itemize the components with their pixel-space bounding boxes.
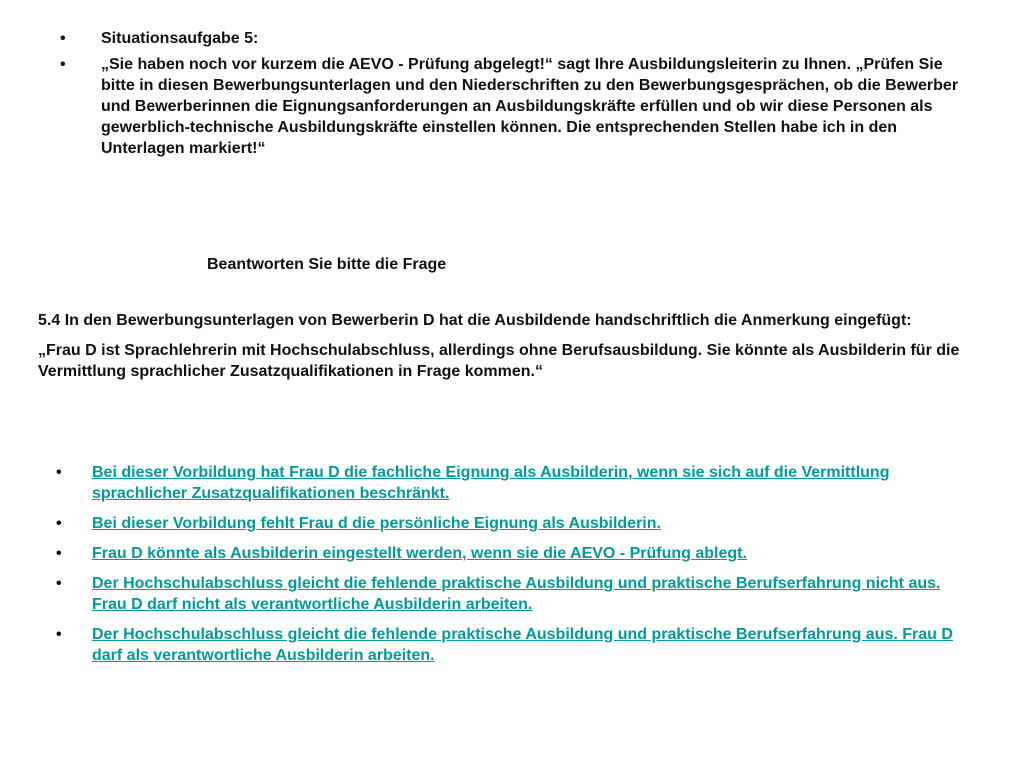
- bullet-icon: •: [60, 30, 66, 47]
- intro-list: [60, 28, 960, 164]
- prompt-heading: Beantworten Sie bitte die Frage: [207, 256, 447, 273]
- bullet-icon: •: [56, 545, 62, 562]
- answer-option-2[interactable]: Bei dieser Vorbildung fehlt Frau d die persönliche Eignung als Ausbilderin.: [92, 515, 661, 532]
- question-quote: „Frau D ist Sprachlehrerin mit Hochschulabschluss, allerdings ohne Berufsausbildung. Sie könnte als Ausbilderin für die Vermittlung sprachlicher Zusatzqualifikationen in Frage kommen.“: [38, 342, 960, 380]
- answer-option-3[interactable]: Frau D könnte als Ausbilderin eingestellt werden, wenn sie die AEVO - Prüfung ablegt.: [92, 545, 747, 562]
- task-title: Situationsaufgabe 5:: [101, 30, 259, 47]
- intro-item-title: [60, 28, 960, 49]
- answer-option-4[interactable]: Der Hochschulabschluss gleicht die fehlende praktische Ausbildung und praktische Berufserfahrung nicht aus. Frau D darf nicht als verantwortliche Ausbilderin arbeiten.: [92, 575, 941, 613]
- bullet-icon: •: [56, 626, 62, 643]
- intro-item-scenario: [60, 54, 960, 159]
- answer-item: [56, 543, 976, 564]
- scenario-text: „Sie haben noch vor kurzem die AEVO - Prüfung abgelegt!“ sagt Ihre Ausbildungsleiterin zu Ihnen. „Prüfen Sie bitte in diesen Bewerbungsunterlagen und den Niederschriften zu den Bewerbungsgesprächen, ob die Bewerber und Bewerberinnen die Eignungsanforderungen an Ausbildungskräfte erfüllen und ob wir diese Personen als gewerblich-technische Ausbildungskräfte einstellen können. Die entsprechenden Stellen habe ich in den Unterlagen markiert!“: [101, 56, 959, 157]
- answer-item: [56, 573, 976, 615]
- bullet-icon: •: [56, 515, 62, 532]
- bullet-icon: •: [60, 56, 66, 73]
- answer-option-1[interactable]: Bei dieser Vorbildung hat Frau D die fachliche Eignung als Ausbilderin, wenn sie sich auf die Vermittlung sprachlicher Zusatzqualifikationen beschränkt.: [92, 464, 890, 502]
- answer-list: [56, 462, 976, 675]
- question-block: [38, 310, 988, 391]
- answer-option-5[interactable]: Der Hochschulabschluss gleicht die fehlende praktische Ausbildung und praktische Berufserfahrung aus. Frau D darf als verantwortliche Ausbilderin arbeiten.: [92, 626, 953, 664]
- question-text: 5.4 In den Bewerbungsunterlagen von Bewerberin D hat die Ausbildende handschriftlich die Anmerkung eingefügt:: [38, 312, 912, 329]
- answer-item: [56, 462, 976, 504]
- answer-item: [56, 513, 976, 534]
- bullet-icon: •: [56, 464, 62, 481]
- bullet-icon: •: [56, 575, 62, 592]
- answer-item: [56, 624, 976, 666]
